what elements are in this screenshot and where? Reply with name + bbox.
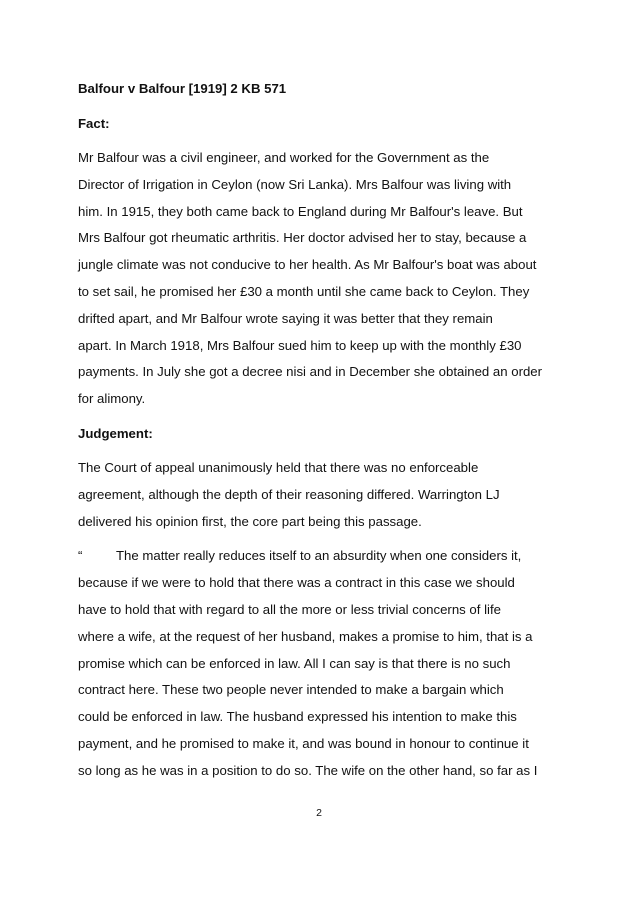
fact-line: to set sail, he promised her £30 a month until she came back to Ceylon. They	[78, 283, 530, 299]
fact-line: him. In 1915, they both came back to England during Mr Balfour's leave. But	[78, 203, 523, 219]
judgement-heading: Judgement:	[78, 425, 153, 441]
quote-line: because if we were to hold that there was a contract in this case we should	[78, 575, 515, 591]
quote-first-line-text: The matter really reduces itself to an absurdity when one considers it,	[116, 548, 522, 564]
quote-line: where a wife, at the request of her husband, makes a promise to him, that is a	[78, 628, 533, 644]
fact-line: payments. In July she got a decree nisi and in December she obtained an order	[78, 364, 543, 380]
quote-line: promise which can be enforced in law. All I can say is that there is no such	[78, 655, 511, 671]
fact-line: drifted apart, and Mr Balfour wrote saying it was better that they remain	[78, 310, 493, 326]
quote-paragraph	[78, 543, 566, 784]
document-body	[78, 76, 566, 793]
fact-line: Director of Irrigation in Ceylon (now Sri Lanka). Mrs Balfour was living with	[78, 176, 512, 192]
judgement-line: agreement, although the depth of their reasoning differed. Warrington LJ	[78, 486, 500, 502]
quote-line: so long as he was in a position to do so. The wife on the other hand, so far as I	[78, 762, 538, 778]
fact-line: Mrs Balfour got rheumatic arthritis. Her doctor advised her to stay, because a	[78, 230, 527, 246]
fact-line: apart. In March 1918, Mrs Balfour sued him to keep up with the monthly £30	[78, 337, 522, 353]
open-quote-mark: “	[78, 548, 83, 564]
quote-line: contract here. These two people never intended to make a bargain which	[78, 682, 504, 698]
fact-line: Mr Balfour was a civil engineer, and worked for the Government as the	[78, 150, 490, 165]
quote-line: could be enforced in law. The husband expressed his intention to make this	[78, 709, 517, 725]
fact-paragraph	[78, 145, 566, 413]
quote-first-line	[78, 543, 566, 570]
case-title: Balfour v Balfour [1919] 2 KB 571	[78, 81, 287, 96]
judgement-paragraph	[78, 455, 566, 535]
fact-heading: Fact:	[78, 116, 110, 131]
judgement-line: The Court of appeal unanimously held that there was no enforceable	[78, 459, 479, 475]
page-number: 2	[316, 807, 322, 819]
quote-line: have to hold that with regard to all the more or less trivial concerns of life	[78, 601, 501, 617]
quote-line: payment, and he promised to make it, and was bound in honour to continue it	[78, 735, 529, 751]
fact-line: jungle climate was not conducive to her health. As Mr Balfour's boat was about	[78, 257, 537, 273]
fact-line: for alimony.	[78, 391, 146, 407]
judgement-line: delivered his opinion first, the core part being this passage.	[78, 513, 422, 529]
